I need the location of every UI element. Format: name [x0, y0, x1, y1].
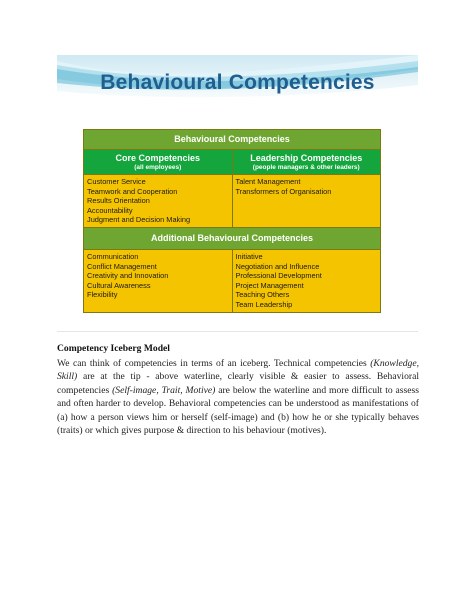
list-item: Teaching Others: [235, 290, 290, 300]
list-item: Communication: [87, 251, 139, 261]
list-item: Project Management: [235, 280, 304, 290]
list-item: Judgment and Decision Making: [87, 215, 191, 225]
paragraph-emphasis: (Self-image, Trait, Motive): [112, 384, 216, 396]
leadership-competencies-subtitle: (people managers & other leaders): [252, 164, 360, 171]
list-item: Conflict Management: [87, 261, 157, 271]
list-item: Teamwork and Cooperation: [87, 186, 178, 196]
list-item: Team Leadership: [235, 299, 293, 309]
list-item: Customer Service: [87, 177, 146, 186]
section-heading: Competency Iceberg Model: [57, 343, 170, 354]
list-item: Accountability: [87, 205, 133, 215]
paragraph-text: are at the tip - above waterline, clearly visible & easier to assess. Behavioral competencies: [57, 371, 419, 396]
behavioural-competencies-table: [83, 129, 381, 313]
leadership-competencies-header: [232, 150, 381, 175]
list-item: Cultural Awareness: [87, 280, 151, 290]
list-item: Initiative: [235, 251, 263, 261]
core-competencies-title: Core Competencies: [115, 153, 201, 163]
additional-competencies-right-list: [232, 249, 381, 312]
additional-competencies-header: Additional Behavioural Competencies: [84, 227, 381, 249]
leadership-competencies-list: [232, 175, 381, 228]
list-item: Flexibility: [87, 290, 118, 300]
core-competencies-list: [84, 175, 233, 228]
list-item: Negotiation and Influence: [235, 261, 320, 271]
leadership-competencies-title: Leadership Competencies: [250, 153, 363, 163]
additional-competencies-left-list: [84, 249, 233, 312]
paragraph-text: We can think of competencies in terms of an iceberg. Technical competencies: [57, 358, 371, 369]
paragraph-text: are below the waterline and more difficult to assess and often harder to develop. Behavioral competencies can be understood as manifestations of (a) how a person views him or herself (self-image) and (b) how he or she typically behaves (traits) or which gives purpose & direction to his behaviour (motives).: [57, 384, 419, 437]
list-item: Professional Development: [235, 271, 322, 281]
slide-title: Behavioural Competencies: [100, 71, 375, 94]
table-header: Behavioural Competencies: [84, 130, 381, 150]
list-item: Creativity and Innovation: [87, 271, 169, 281]
core-competencies-subtitle: (all employees): [134, 164, 182, 171]
core-competencies-header: [84, 150, 233, 175]
list-item: Results Orientation: [87, 196, 150, 206]
paragraph-emphasis: (Knowledge, Skill): [57, 358, 419, 383]
body-paragraph: [57, 357, 419, 437]
competency-slide: [57, 55, 418, 332]
list-item: Talent Management: [235, 177, 301, 186]
list-item: Transformers of Organisation: [235, 186, 332, 196]
